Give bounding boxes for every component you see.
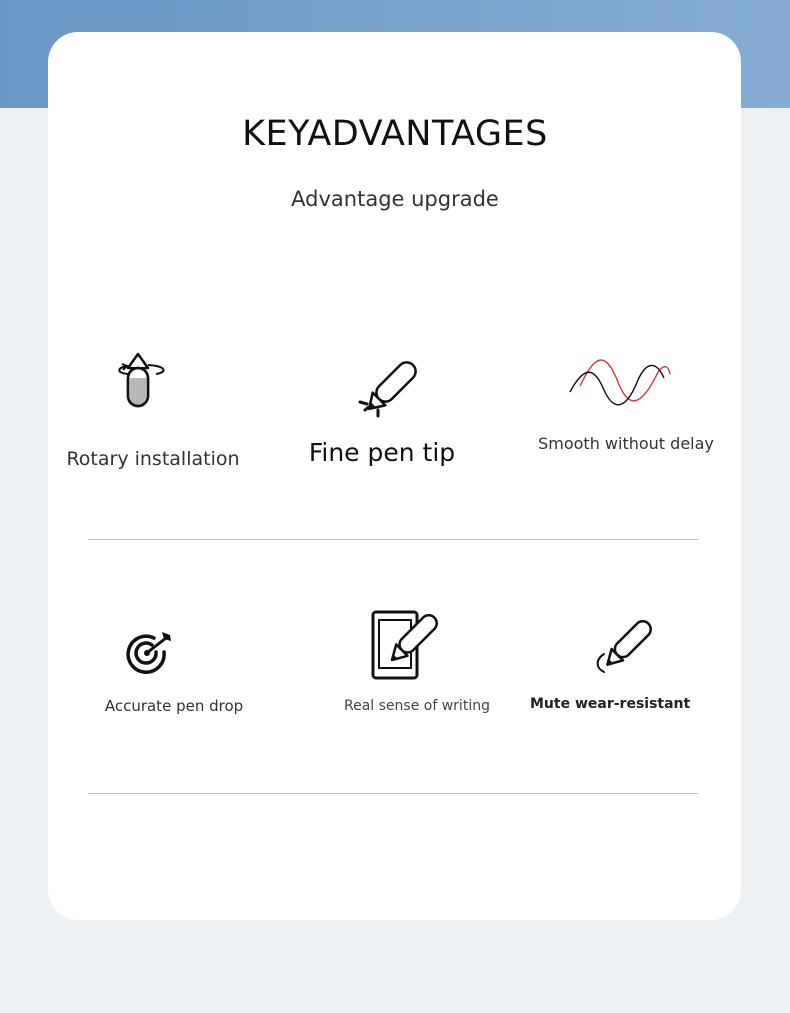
- target-arrow-icon: [126, 630, 176, 674]
- pen-mute-icon: [592, 614, 662, 676]
- feature-label-accurate: Accurate pen drop: [104, 697, 244, 715]
- tablet-pen-icon: [368, 606, 448, 682]
- rotate-pen-tip-icon: [116, 350, 180, 414]
- page-subtitle: Advantage upgrade: [291, 187, 499, 211]
- row-divider-1: [88, 539, 698, 540]
- sine-wave-icon: [566, 356, 672, 410]
- page-title: KEYADVANTAGES: [242, 114, 548, 154]
- feature-label-mute: Mute wear-resistant: [530, 696, 691, 712]
- pen-writing-icon: [356, 352, 430, 422]
- row-divider-2: [88, 793, 698, 794]
- feature-label-fine-tip: Fine pen tip: [308, 438, 456, 467]
- advantages-card: [48, 32, 741, 920]
- feature-label-smooth: Smooth without delay: [538, 434, 714, 453]
- feature-label-rotary: Rotary installation: [66, 448, 240, 470]
- feature-label-real-sense: Real sense of writing: [344, 698, 490, 714]
